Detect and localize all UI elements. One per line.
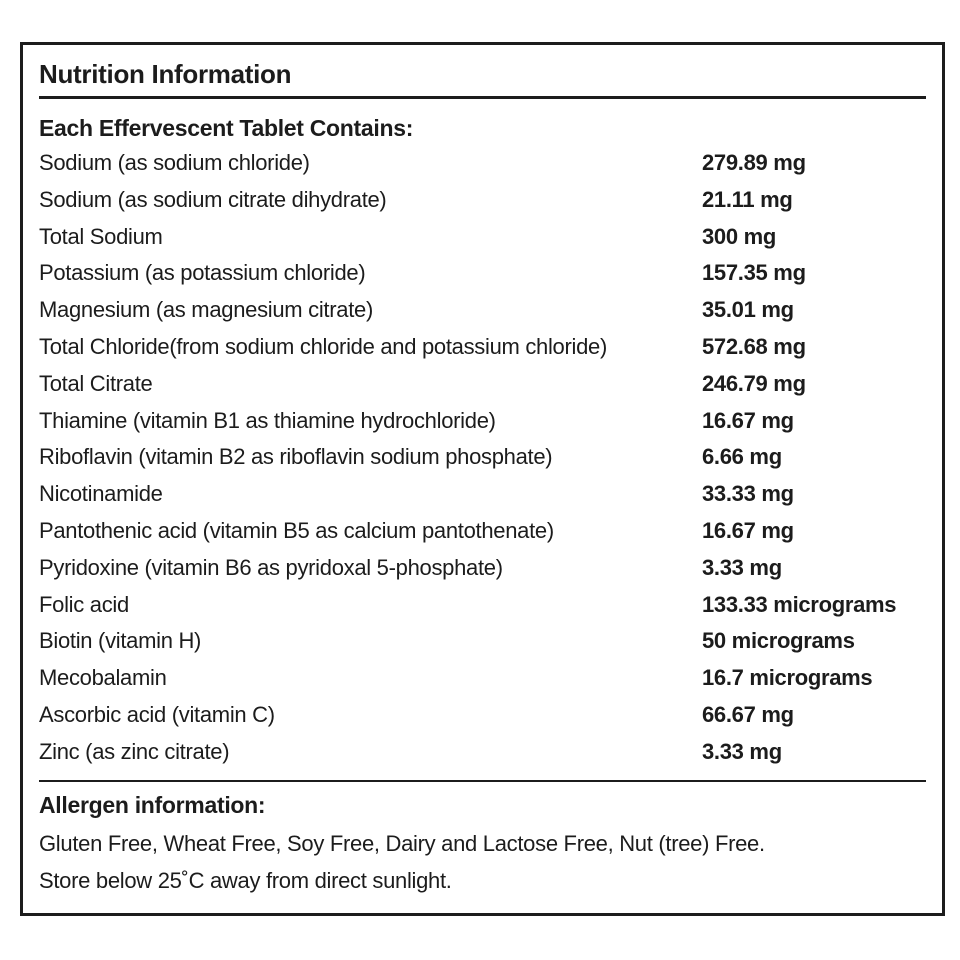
allergen-divider: [39, 780, 926, 782]
nutrient-value: 6.66 mg: [702, 444, 782, 470]
allergen-line: Gluten Free, Wheat Free, Soy Free, Dairy and Lactose Free, Nut (tree) Free.: [39, 830, 765, 856]
nutrient-value: 572.68 mg: [702, 333, 806, 359]
nutrient-value: 279.89 mg: [702, 150, 806, 175]
nutrient-label: Sodium (as sodium citrate dihydrate): [39, 186, 387, 212]
nutrient-label: Mecobalamin: [39, 665, 167, 691]
table-row: [39, 555, 926, 592]
table-row: [39, 224, 926, 261]
nutrient-value: 3.33 mg: [702, 738, 782, 764]
table-row: [39, 408, 926, 445]
table-row: [39, 150, 926, 187]
nutrient-value: 157.35 mg: [702, 260, 806, 286]
nutrient-label: Potassium (as potassium chloride): [39, 260, 366, 286]
table-row: [39, 592, 926, 629]
nutrient-label: Nicotinamide: [39, 481, 163, 507]
nutrient-value: 300 mg: [702, 223, 777, 249]
table-row: [39, 739, 926, 776]
table-row: [39, 628, 926, 665]
table-row: [39, 187, 926, 224]
nutrient-label: Total Sodium: [39, 223, 163, 249]
nutrient-label: Ascorbic acid (vitamin C): [39, 701, 275, 727]
title-rule: [39, 96, 926, 99]
table-row: [39, 518, 926, 555]
nutrient-value: 50 micrograms: [702, 628, 855, 654]
nutrient-label: Zinc (as zinc citrate): [39, 738, 230, 764]
nutrition-panel: [20, 42, 945, 916]
table-row: [39, 481, 926, 518]
nutrient-value: 21.11 mg: [702, 186, 793, 212]
table-row: [39, 334, 926, 371]
serving-heading: Each Effervescent Tablet Contains:: [39, 115, 414, 141]
nutrient-value: 133.33 micrograms: [702, 591, 897, 617]
nutrient-value: 16.67 mg: [702, 517, 794, 543]
nutrient-value: 16.7 micrograms: [702, 665, 873, 691]
table-row: [39, 297, 926, 334]
nutrient-label: Sodium (as sodium chloride): [39, 150, 310, 175]
panel-title: Nutrition Information: [39, 59, 292, 89]
table-row: [39, 444, 926, 481]
nutrient-label: Pantothenic acid (vitamin B5 as calcium pantothenate): [39, 517, 554, 543]
storage-line: Store below 25˚C away from direct sunlight.: [39, 867, 452, 893]
nutrient-label: Folic acid: [39, 591, 129, 617]
nutrient-value: 66.67 mg: [702, 701, 794, 727]
nutrient-value: 35.01 mg: [702, 297, 794, 323]
allergen-heading: Allergen information:: [39, 791, 266, 818]
nutrient-value: 16.67 mg: [702, 407, 794, 433]
table-row: [39, 371, 926, 408]
nutrient-label: Total Chloride(from sodium chloride and potassium chloride): [39, 333, 608, 359]
nutrient-label: Total Citrate: [39, 370, 153, 396]
table-row: [39, 702, 926, 739]
nutrient-value: 3.33 mg: [702, 554, 782, 580]
nutrient-label: Magnesium (as magnesium citrate): [39, 297, 373, 323]
table-row: [39, 665, 926, 702]
nutrient-table: [39, 150, 926, 776]
nutrient-label: Pyridoxine (vitamin B6 as pyridoxal 5-phosphate): [39, 554, 503, 580]
nutrient-label: Thiamine (vitamin B1 as thiamine hydrochloride): [39, 407, 496, 433]
nutrient-label: Biotin (vitamin H): [39, 628, 202, 654]
nutrient-label: Riboflavin (vitamin B2 as riboflavin sodium phosphate): [39, 444, 553, 470]
table-row: [39, 260, 926, 297]
nutrient-value: 33.33 mg: [702, 481, 794, 507]
nutrient-value: 246.79 mg: [702, 370, 806, 396]
